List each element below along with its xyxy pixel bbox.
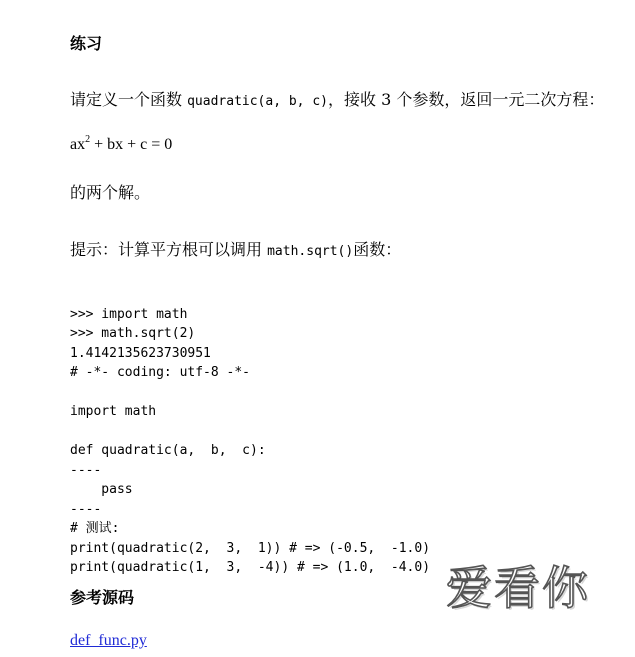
hint-text-after: 函数： bbox=[353, 240, 402, 259]
hint-text-before: 提示：计算平方根可以调用 bbox=[70, 240, 263, 259]
formula-term-ax: ax bbox=[70, 136, 86, 153]
exercise-heading: 练习 bbox=[70, 34, 103, 53]
code-line: import math bbox=[70, 404, 157, 419]
code-line: # -*- coding: utf-8 -*- bbox=[70, 365, 251, 380]
code-line: # 测试: bbox=[70, 521, 120, 536]
prompt-text-after: ，接收 3 个参数，返回一元二次方程： bbox=[328, 90, 605, 109]
prompt-text-before: 请定义一个函数 bbox=[70, 90, 183, 109]
code-line bbox=[70, 422, 430, 442]
hint bbox=[70, 237, 401, 260]
formula-exponent: 2 bbox=[85, 134, 91, 145]
quadratic-formula bbox=[70, 134, 172, 154]
code-line: print(quadratic(1, 3, -4)) # => (1.0, -4.0) bbox=[70, 560, 431, 575]
exercise-prompt bbox=[70, 87, 604, 110]
code-line: def quadratic(a, b, c): bbox=[70, 443, 266, 458]
code-line: >>> math.sqrt(2) bbox=[70, 326, 196, 341]
code-line: ---- bbox=[70, 501, 102, 517]
code-line: print(quadratic(2, 3, 1)) # => (-0.5, -1.0) bbox=[70, 540, 431, 556]
solutions-text: 的两个解。 bbox=[70, 183, 151, 202]
formula-rest: + bx + c = 0 bbox=[90, 136, 173, 153]
code-line: 1.4142135623730951 bbox=[70, 345, 211, 361]
watermark: 爱看你 bbox=[446, 561, 590, 615]
code-line bbox=[70, 383, 430, 403]
code-line: pass bbox=[70, 482, 133, 497]
code-line: ---- bbox=[70, 462, 102, 478]
hint-function-name: math.sqrt() bbox=[267, 244, 354, 259]
prompt-function-signature: quadratic(a, b, c) bbox=[187, 94, 328, 109]
code-block bbox=[70, 285, 430, 597]
source-file-link[interactable]: def_func.py bbox=[70, 632, 147, 649]
code-line: >>> import math bbox=[70, 306, 188, 322]
reference-heading: 参考源码 bbox=[70, 588, 135, 607]
